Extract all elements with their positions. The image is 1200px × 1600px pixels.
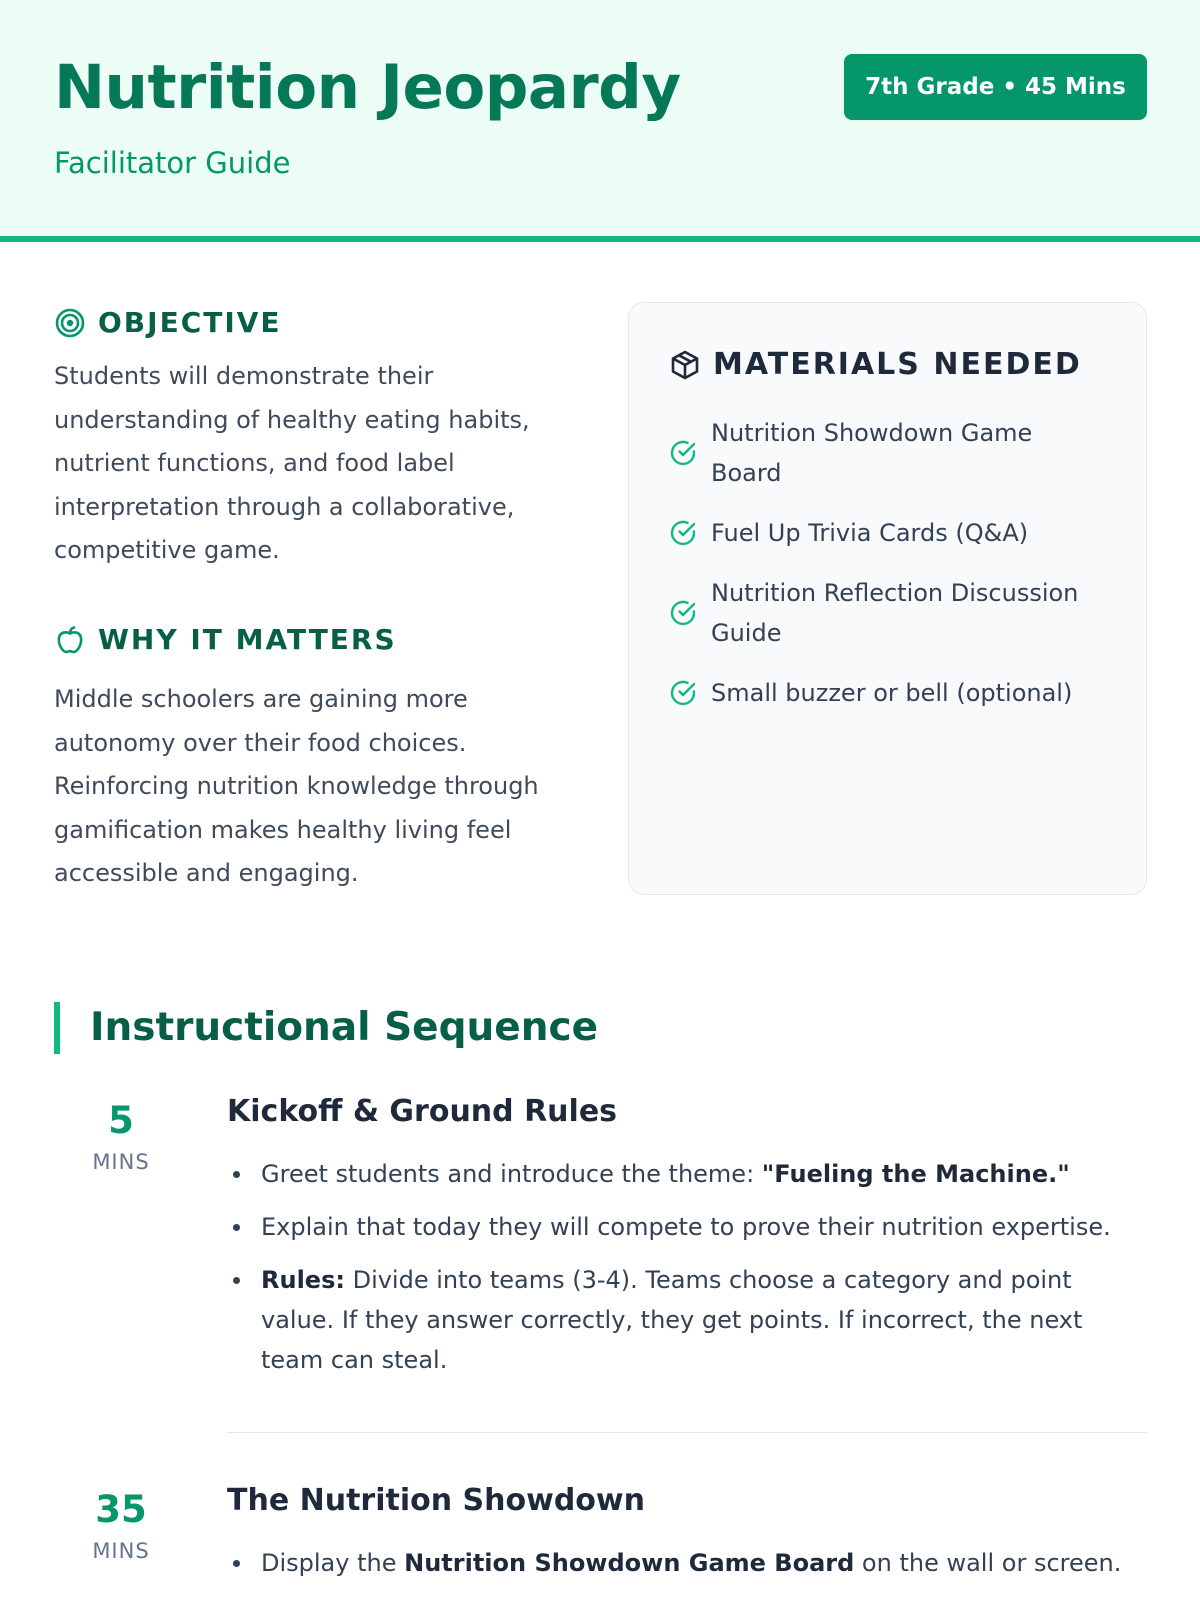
check-circle-icon (669, 599, 697, 627)
materials-item-label: Fuel Up Trivia Cards (Q&A) (711, 519, 1029, 547)
sequence-title: Instructional Sequence (54, 1002, 598, 1054)
objective-text: Students will demonstrate their understanding of healthy eating habits, nutrient functions, and food label interpretation through a collaborative, competitive game. (54, 362, 530, 564)
objective-heading (54, 306, 282, 339)
bullet-text: Display the (261, 1549, 405, 1577)
materials-item (669, 513, 1109, 553)
materials-list (669, 413, 1109, 733)
step-body (227, 1092, 1147, 1393)
why-it-matters-heading (54, 623, 397, 656)
why-it-matters-text: Middle schoolers are gaining more autonomy over their food choices. Reinforcing nutrition knowledge through gamification makes healthy living feel accessible and engaging. (54, 685, 539, 887)
bullet-text: Greet students and introduce the theme: (261, 1160, 762, 1188)
step-duration-number: 35 (95, 1488, 147, 1531)
step-bullet-list (227, 1543, 1147, 1583)
bullet-text: Explain that today they will compete to prove their nutrition expertise. (261, 1213, 1111, 1241)
step-bullet (227, 1543, 1147, 1583)
step-title: Kickoff & Ground Rules (227, 1094, 618, 1129)
bullet-text: Divide into teams (3-4). Teams choose a category and point value. If they answer correctly, they get points. If incorrect, the next team can steal. (261, 1266, 1083, 1374)
step-divider (227, 1432, 1147, 1433)
step-duration (54, 1487, 188, 1563)
check-circle-icon (669, 679, 697, 707)
check-circle-icon (669, 439, 697, 467)
page-title: Nutrition Jeopardy (54, 52, 681, 123)
step-body (227, 1481, 1147, 1596)
page-subtitle: Facilitator Guide (54, 146, 291, 180)
check-circle-icon (669, 519, 697, 547)
bullet-bold-text: "Fueling the Machine." (761, 1160, 1070, 1188)
step-bullet-list (227, 1154, 1147, 1380)
header (0, 0, 1200, 242)
step-bullet (227, 1154, 1147, 1194)
materials-heading-label: MATERIALS NEEDED (713, 347, 1082, 382)
step-duration (54, 1098, 188, 1174)
box-icon (669, 349, 701, 381)
why-it-matters-heading-label: WHY IT MATTERS (98, 623, 397, 656)
materials-item (669, 673, 1109, 713)
step-duration-unit: MINS (92, 1539, 150, 1563)
materials-item-label: Small buzzer or bell (optional) (711, 679, 1073, 707)
materials-item (669, 573, 1109, 653)
bullet-text: on the wall or screen. (854, 1549, 1122, 1577)
apple-icon (54, 624, 86, 656)
bullet-bold-text: Rules: (261, 1266, 345, 1294)
bullet-bold-text: Nutrition Showdown Game Board (404, 1549, 855, 1577)
objective-heading-label: OBJECTIVE (98, 306, 282, 339)
grade-duration-badge: 7th Grade • 45 Mins (844, 54, 1147, 120)
step-duration-unit: MINS (92, 1150, 150, 1174)
materials-card (628, 302, 1147, 895)
materials-heading (669, 347, 1082, 382)
step-bullet (227, 1260, 1147, 1380)
step-bullet (227, 1207, 1147, 1247)
materials-item-label: Nutrition Reflection Discussion Guide (711, 579, 1079, 647)
materials-item (669, 413, 1109, 493)
step-title: The Nutrition Showdown (227, 1483, 645, 1518)
materials-item-label: Nutrition Showdown Game Board (711, 419, 1033, 487)
target-icon (54, 307, 86, 339)
step-duration-number: 5 (108, 1099, 134, 1142)
